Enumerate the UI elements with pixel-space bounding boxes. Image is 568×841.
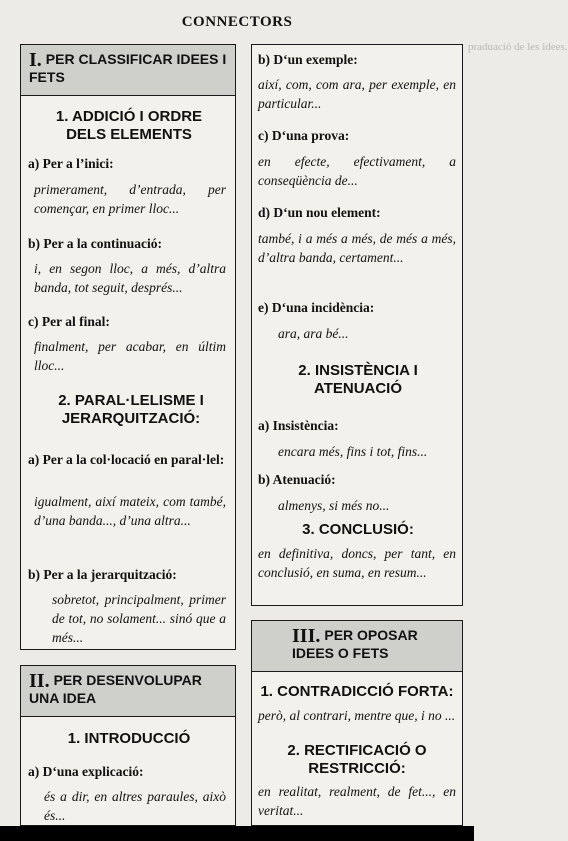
item-examples: encara més, fins i tot, fins... [278, 444, 428, 459]
item-label: b) D‘un exemple: [258, 52, 358, 67]
section-3-title: PER OPOSAR IDEES O FETS [292, 627, 418, 661]
contradiction-examples: però, al contrari, mentre que, i no ... [258, 708, 456, 723]
section-3-sub-1: 1. CONTRADICCIÓ FORTA: [260, 683, 454, 700]
page-title: CONNECTORS [181, 14, 293, 30]
section-1-title: PER CLASSIFICAR IDEES I FETS [29, 51, 227, 85]
item-label: a) Insistència: [258, 418, 339, 433]
bleed-text: praduació de les idees. [468, 41, 568, 53]
item-label: d) D‘un nou element: [258, 205, 381, 220]
section-2-heading [20, 665, 236, 717]
conclusion-examples: en definitiva, doncs, per tant, en conclusió, en suma, en resum... [258, 546, 456, 580]
section-2-number: II. [29, 670, 50, 692]
section-1-right-sub-3: 3. CONCLUSIÓ: [302, 521, 414, 538]
item-label: a) Per a l’inici: [28, 156, 114, 171]
item-examples: és a dir, en altres paraules, això és... [44, 789, 226, 823]
item-examples: primerament, d’entrada, per començar, en primer lloc... [34, 182, 226, 216]
section-2-sub-1: 1. INTRODUCCIÓ [67, 730, 191, 747]
section-1-right-sub-2: 2. INSISTÈNCIA I ATENUACIÓ [298, 362, 418, 397]
item-examples: ara, ara bé... [278, 326, 349, 341]
item-label: b) Per a la jerarquització: [28, 567, 177, 582]
section-2-title: PER DESENVOLUPAR UNA IDEA [29, 672, 202, 706]
item-examples: i, en segon lloc, a més, d’altra banda, tot seguit, després... [34, 261, 226, 295]
section-1-number: I. [29, 49, 42, 71]
section-1-sub-1: 1. ADDICIÓ I ORDRE DELS ELEMENTS [55, 108, 203, 143]
item-label: a) D‘una explicació: [28, 764, 144, 779]
section-3-number: III. [292, 625, 321, 647]
item-label: c) Per al final: [28, 314, 110, 329]
item-label: b) Per a la continuació: [28, 236, 162, 251]
item-examples: igualment, així mateix, com també, d’una banda..., d’una altra... [34, 494, 226, 528]
section-3-heading [251, 620, 463, 672]
item-examples: en efecte, efectivament, a conseqüència de... [258, 154, 456, 188]
item-examples: sobretot, principalment, primer de tot, no solament... sinó que a més... [52, 592, 226, 645]
item-examples: almenys, si més no... [278, 498, 390, 513]
section-3-sub-2: 2. RECTIFICACIÓ O RESTRICCIÓ: [287, 742, 427, 777]
item-label: b) Atenuació: [258, 472, 336, 487]
section-1-heading [20, 44, 236, 96]
bottom-edge [0, 826, 474, 841]
item-examples: també, i a més a més, de més a més, d’altra banda, certament... [258, 231, 456, 265]
item-examples: així, com, com ara, per exemple, en particular... [258, 77, 456, 111]
item-label: a) Per a la col·locació en paral·lel: [28, 452, 225, 467]
rectification-examples: en realitat, realment, de fet..., en veritat... [258, 784, 456, 818]
section-1-sub-2: 2. PARAL·LELISME I JERARQUITZACIÓ: [58, 392, 204, 427]
item-examples: finalment, per acabar, en últim lloc... [34, 339, 226, 373]
item-label: e) D‘una incidència: [258, 300, 375, 315]
item-label: c) D‘una prova: [258, 128, 350, 143]
